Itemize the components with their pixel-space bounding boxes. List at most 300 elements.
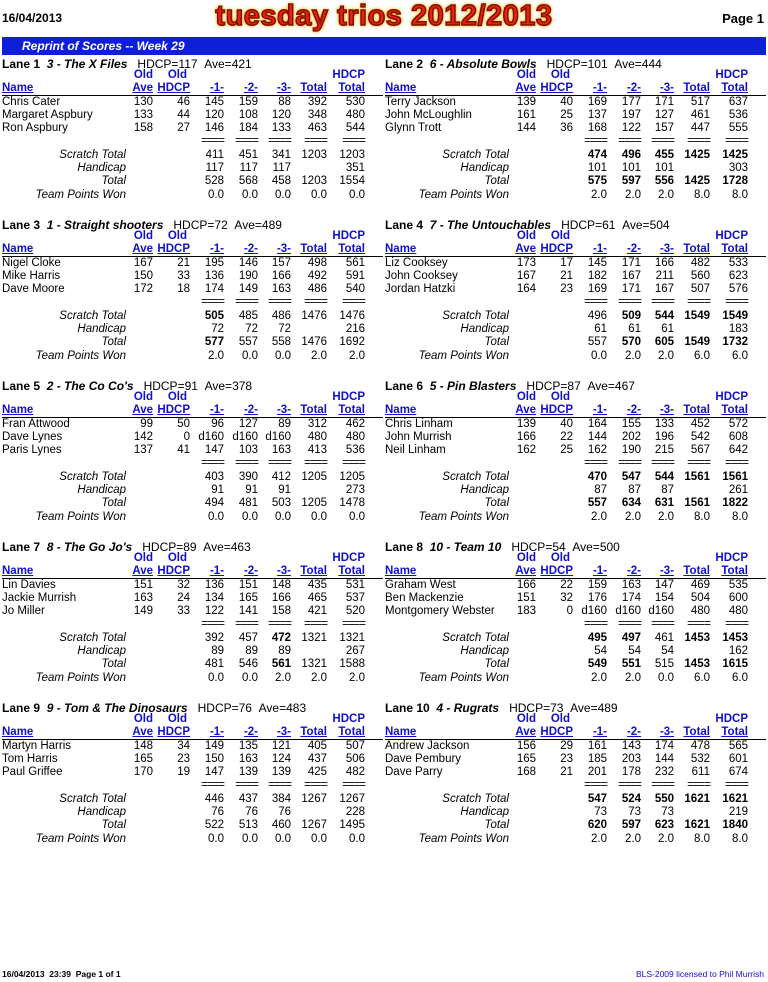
player-total: 507 (690, 283, 710, 296)
summary-htotal: 351 (345, 162, 365, 175)
hdcp-label: HDCP (715, 230, 748, 242)
player-average: 137 (133, 444, 153, 457)
player-row (2, 270, 383, 283)
separator-row (2, 779, 383, 792)
player-game3: 133 (271, 122, 291, 135)
player-average: 165 (133, 752, 153, 765)
separator-mark: ==== (342, 618, 365, 631)
team-average: Ave=467 (587, 379, 635, 393)
column-header (2, 726, 383, 739)
game2-column-header: -2- (243, 243, 258, 256)
player-name: Paul Griffee (2, 766, 63, 779)
player-total: 480 (307, 430, 327, 443)
separator-row (2, 618, 383, 631)
summary-g1: 0.0 (208, 188, 224, 201)
player-game1: 169 (587, 95, 607, 108)
player-average: 183 (516, 605, 536, 618)
summary-g3: 341 (271, 148, 291, 161)
ave-column-header: Ave (132, 565, 153, 578)
ave-column-header: Ave (132, 404, 153, 417)
player-game1: d160 (581, 605, 607, 618)
player-total: 461 (690, 108, 710, 121)
column-header (2, 243, 383, 256)
summary-g3: 486 (271, 309, 291, 322)
total-column-header: Total (683, 82, 710, 95)
summary-g3: 460 (271, 819, 291, 832)
player-average: 144 (516, 122, 536, 135)
team-hdcp: HDCP=72 (173, 218, 228, 232)
summary-g1: 0.0 (208, 832, 224, 845)
footer-license: BLS-2009 licensed to Phil Murrish (635, 969, 764, 979)
game1-column-header: -1- (209, 82, 224, 95)
handicap-row (385, 806, 766, 819)
player-handicap: 22 (560, 430, 573, 443)
player-game3: 166 (271, 269, 291, 282)
player-game1: 134 (204, 591, 224, 604)
name-column-header: Name (2, 243, 34, 256)
separator-row (385, 135, 766, 148)
separator-mark: ==== (342, 296, 365, 309)
player-name: Montgomery Webster (385, 605, 495, 618)
summary-label: Scratch Total (442, 631, 509, 644)
game2-column-header: -2- (243, 565, 258, 578)
summary-g2: 457 (238, 631, 258, 644)
player-game1: 96 (211, 417, 224, 430)
lane-block (2, 57, 383, 202)
summary-g1: 0.0 (591, 349, 607, 362)
summary-g1: 575 (587, 175, 607, 188)
summary-g3: 458 (271, 175, 291, 188)
summary-total: 1549 (684, 336, 710, 349)
summary-g3: 76 (278, 806, 291, 819)
hdcp-label: HDCP (715, 69, 748, 81)
summary-label: Total (101, 658, 126, 671)
player-name: Margaret Aspbury (2, 108, 93, 121)
separator-mark: ==== (268, 618, 291, 631)
player-hdcp-total: 530 (345, 95, 365, 108)
summary-g1: 2.0 (591, 188, 607, 201)
player-game1: 185 (587, 752, 607, 765)
player-row (385, 431, 766, 444)
separator-row (385, 779, 766, 792)
summary-g2: 101 (621, 162, 641, 175)
summary-g3: 61 (661, 323, 674, 336)
player-hdcp-total: 520 (345, 605, 365, 618)
player-total: 486 (307, 283, 327, 296)
player-name: Chris Linham (385, 417, 453, 430)
report-title: tuesday trios 2012/2013 (215, 0, 553, 32)
player-row (2, 418, 383, 431)
lane-block (2, 540, 383, 685)
hdcp-column-header: HDCP (540, 82, 573, 95)
summary-htotal: 1203 (339, 148, 365, 161)
player-total: 517 (690, 95, 710, 108)
summary-g2: 91 (245, 484, 258, 497)
ave-column-header: Ave (515, 565, 536, 578)
summary-g1: 2.0 (208, 349, 224, 362)
summary-htotal: 1321 (339, 631, 365, 644)
hdcp-column-header: HDCP (157, 565, 190, 578)
player-game3: 158 (271, 605, 291, 618)
team-points-row (385, 350, 766, 363)
team-hdcp: HDCP=91 (143, 379, 198, 393)
handicap-row (385, 484, 766, 497)
old-label: Old (550, 230, 570, 242)
handicap-row (2, 323, 383, 336)
scratch-total-row (2, 310, 383, 323)
player-total: 392 (307, 95, 327, 108)
player-name: Dave Moore (2, 283, 65, 296)
summary-htotal: 1822 (722, 497, 748, 510)
summary-htotal: 1478 (339, 497, 365, 510)
player-game2: 202 (621, 430, 641, 443)
summary-g3: 87 (661, 484, 674, 497)
summary-total: 1425 (684, 175, 710, 188)
lane-number: Lane 2 (385, 57, 424, 71)
separator-mark: ==== (618, 779, 641, 792)
player-name: Tom Harris (2, 752, 58, 765)
summary-g1: 505 (204, 309, 224, 322)
summary-label: Scratch Total (59, 309, 126, 322)
player-row (2, 283, 383, 296)
separator-mark: ==== (268, 779, 291, 792)
name-column-header: Name (385, 82, 417, 95)
ave-column-header: Ave (515, 82, 536, 95)
player-average: 133 (133, 108, 153, 121)
separator-row (385, 296, 766, 309)
summary-label: Handicap (77, 162, 126, 175)
separator-mark: ==== (342, 135, 365, 148)
summary-label: Team Points Won (35, 671, 126, 684)
player-handicap: 46 (177, 95, 190, 108)
player-average: 158 (133, 122, 153, 135)
team-points-row (2, 672, 383, 685)
player-game3: 157 (654, 122, 674, 135)
player-average: 139 (516, 417, 536, 430)
total-column-header: Total (300, 404, 327, 417)
separator-mark: ==== (584, 457, 607, 470)
player-name: John Cooksey (385, 269, 458, 282)
hdcp-total-column-header: Total (721, 726, 748, 739)
player-name: Dave Pembury (385, 752, 462, 765)
summary-label: Total (484, 175, 509, 188)
team-total-row (385, 175, 766, 188)
team-average: Ave=444 (614, 57, 662, 71)
player-total: 452 (690, 417, 710, 430)
team-total-row (385, 819, 766, 832)
summary-g2: 497 (621, 631, 641, 644)
hdcp-column-header: HDCP (540, 404, 573, 417)
summary-htotal: 1728 (722, 175, 748, 188)
player-game2: 165 (238, 591, 258, 604)
summary-htotal: 1561 (722, 470, 748, 483)
old-label: Old (167, 713, 187, 725)
summary-g3: 0.0 (275, 832, 291, 845)
player-game2: 151 (238, 578, 258, 591)
scratch-total-row (385, 793, 766, 806)
hdcp-total-column-header: Total (721, 404, 748, 417)
summary-g1: 101 (587, 162, 607, 175)
summary-total: 0.0 (311, 510, 327, 523)
player-hdcp-total: 507 (345, 739, 365, 752)
summary-total: 1321 (301, 658, 327, 671)
summary-g2: 54 (628, 645, 641, 658)
player-name: Terry Jackson (385, 95, 456, 108)
game1-column-header: -1- (592, 565, 607, 578)
separator-mark: ==== (651, 457, 674, 470)
player-name: Neil Linham (385, 444, 446, 457)
hdcp-label: HDCP (332, 552, 365, 564)
summary-g3: 515 (654, 658, 674, 671)
player-hdcp-total: 535 (728, 578, 748, 591)
summary-g3: 2.0 (658, 349, 674, 362)
summary-g3: 550 (654, 792, 674, 805)
player-total: 504 (690, 591, 710, 604)
player-average: 161 (516, 108, 536, 121)
player-game1: 147 (204, 766, 224, 779)
scratch-total-row (2, 149, 383, 162)
separator-mark: ==== (725, 296, 748, 309)
team-points-row (385, 833, 766, 846)
player-game3: 171 (654, 95, 674, 108)
separator-mark: ==== (618, 457, 641, 470)
team-total-row (2, 497, 383, 510)
old-label: Old (550, 391, 570, 403)
player-average: 150 (133, 269, 153, 282)
lane-number: Lane 8 (385, 540, 424, 554)
player-handicap: 23 (560, 752, 573, 765)
summary-g2: 390 (238, 470, 258, 483)
team-name: 10 - Team 10 (429, 540, 502, 554)
handicap-row (385, 323, 766, 336)
team-total-row (2, 336, 383, 349)
game2-column-header: -2- (626, 565, 641, 578)
summary-g1: 411 (205, 148, 224, 161)
summary-htotal: 1453 (722, 631, 748, 644)
summary-g1: 392 (204, 631, 224, 644)
name-column-header: Name (385, 404, 417, 417)
summary-label: Team Points Won (35, 349, 126, 362)
player-average: 148 (133, 739, 153, 752)
hdcp-column-header: HDCP (540, 243, 573, 256)
player-average: 172 (133, 283, 153, 296)
player-average: 166 (516, 430, 536, 443)
summary-htotal: 1840 (722, 819, 748, 832)
player-name: Graham West (385, 578, 456, 591)
player-game2: 163 (621, 578, 641, 591)
player-row (2, 122, 383, 135)
player-name: Ron Aspbury (2, 122, 68, 135)
player-handicap: 25 (560, 444, 573, 457)
summary-g3: 2.0 (658, 188, 674, 201)
old-label: Old (516, 713, 536, 725)
player-handicap: 0 (566, 605, 573, 618)
old-label: Old (516, 230, 536, 242)
total-column-header: Total (300, 726, 327, 739)
summary-g2: 89 (245, 645, 258, 658)
summary-label: Team Points Won (418, 510, 509, 523)
summary-g2: 2.0 (625, 349, 641, 362)
summary-htotal: 1205 (339, 470, 365, 483)
summary-g2: 72 (245, 323, 258, 336)
summary-g1: 496 (587, 309, 607, 322)
summary-label: Total (484, 819, 509, 832)
footer-timestamp: 16/04/2013 23:39 Page 1 of 1 (2, 969, 121, 979)
team-hdcp: HDCP=87 (526, 379, 581, 393)
summary-htotal: 219 (728, 806, 748, 819)
player-average: 165 (516, 752, 536, 765)
separator-mark: ==== (687, 457, 710, 470)
player-row (2, 444, 383, 457)
player-game3: d160 (648, 605, 674, 618)
player-handicap: 32 (177, 578, 190, 591)
summary-total: 1203 (301, 148, 327, 161)
separator-mark: ==== (725, 457, 748, 470)
total-column-header: Total (683, 404, 710, 417)
summary-htotal: 273 (345, 484, 365, 497)
player-game3: 232 (654, 766, 674, 779)
summary-g3: 0.0 (275, 349, 291, 362)
summary-g3: 89 (278, 645, 291, 658)
summary-label: Handicap (460, 645, 509, 658)
separator-mark: ==== (342, 779, 365, 792)
report-banner: Reprint of Scores -- Week 29 (2, 37, 766, 55)
summary-label: Team Points Won (35, 510, 126, 523)
hdcp-total-column-header: Total (338, 404, 365, 417)
player-row (385, 579, 766, 592)
name-column-header: Name (385, 565, 417, 578)
summary-g3: 54 (661, 645, 674, 658)
summary-g3: 2.0 (275, 671, 291, 684)
separator-mark: ==== (584, 779, 607, 792)
summary-g1: 474 (587, 148, 607, 161)
team-name: 9 - Tom & The Dinosaurs (46, 701, 188, 715)
player-game1: 162 (587, 444, 607, 457)
player-total: 498 (307, 256, 327, 269)
summary-total: 1561 (684, 497, 710, 510)
player-hdcp-total: 506 (345, 752, 365, 765)
summary-g3: 455 (654, 148, 674, 161)
summary-g3: 101 (654, 162, 674, 175)
summary-total: 1476 (301, 336, 327, 349)
player-average: 151 (133, 578, 153, 591)
summary-g1: 557 (587, 336, 607, 349)
game2-column-header: -2- (243, 726, 258, 739)
player-name: John McLoughlin (385, 108, 472, 121)
summary-g2: 87 (628, 484, 641, 497)
game1-column-header: -1- (592, 404, 607, 417)
separator-mark: ==== (235, 457, 258, 470)
player-game3: 88 (278, 95, 291, 108)
team-name: 1 - Straight shooters (46, 218, 164, 232)
name-column-header: Name (2, 726, 34, 739)
player-game1: 120 (204, 108, 224, 121)
separator-mark: ==== (651, 779, 674, 792)
summary-htotal: 1495 (339, 819, 365, 832)
team-points-row (2, 511, 383, 524)
separator-mark: ==== (268, 296, 291, 309)
summary-total: 1549 (684, 309, 710, 322)
player-game1: 176 (587, 591, 607, 604)
player-game3: d160 (265, 430, 291, 443)
player-game1: 159 (587, 578, 607, 591)
player-total: 478 (690, 739, 710, 752)
team-name: 4 - Rugrats (436, 701, 500, 715)
player-row (385, 592, 766, 605)
hdcp-total-column-header: Total (338, 565, 365, 578)
player-hdcp-total: 623 (728, 269, 748, 282)
game3-column-header: -3- (659, 243, 674, 256)
player-game1: 122 (204, 605, 224, 618)
summary-g1: 117 (205, 162, 224, 175)
lane-block (2, 218, 383, 363)
separator-mark: ==== (687, 618, 710, 631)
handicap-row (2, 162, 383, 175)
player-row (385, 444, 766, 457)
summary-g1: 54 (594, 645, 607, 658)
player-handicap: 19 (177, 766, 190, 779)
column-header (385, 82, 766, 95)
handicap-row (2, 484, 383, 497)
player-name: Lin Davies (2, 578, 56, 591)
old-label: Old (133, 230, 153, 242)
team-hdcp: HDCP=101 (546, 57, 608, 71)
player-handicap: 34 (177, 739, 190, 752)
summary-total: 8.0 (694, 188, 710, 201)
team-points-row (385, 672, 766, 685)
player-game1: 137 (587, 108, 607, 121)
summary-total: 1453 (684, 631, 710, 644)
player-name: Dave Parry (385, 766, 443, 779)
summary-total: 1321 (301, 631, 327, 644)
lane-number: Lane 7 (2, 540, 41, 554)
summary-g2: 2.0 (625, 832, 641, 845)
summary-g2: 557 (238, 336, 258, 349)
player-game3: 167 (654, 283, 674, 296)
summary-g2: 76 (245, 806, 258, 819)
team-name: 6 - Absolute Bowls (429, 57, 537, 71)
separator-mark: ==== (268, 457, 291, 470)
team-average: Ave=489 (234, 218, 282, 232)
column-header-top (2, 230, 383, 243)
summary-g2: 481 (238, 497, 258, 510)
summary-g1: 446 (204, 792, 224, 805)
player-total: 425 (307, 766, 327, 779)
player-game2: 197 (621, 108, 641, 121)
summary-label: Handicap (77, 806, 126, 819)
separator-mark: ==== (201, 457, 224, 470)
summary-label: Scratch Total (59, 148, 126, 161)
team-hdcp: HDCP=73 (509, 701, 564, 715)
column-header-top (385, 552, 766, 565)
summary-total: 6.0 (694, 349, 710, 362)
player-total: 447 (690, 122, 710, 135)
player-name: Liz Cooksey (385, 256, 448, 269)
hdcp-column-header: HDCP (540, 726, 573, 739)
summary-g1: 2.0 (591, 510, 607, 523)
summary-total: 1205 (301, 497, 327, 510)
total-column-header: Total (300, 565, 327, 578)
player-handicap: 18 (177, 283, 190, 296)
summary-g2: 568 (238, 175, 258, 188)
summary-g1: 0.0 (208, 671, 224, 684)
hdcp-total-column-header: Total (338, 243, 365, 256)
summary-g3: 544 (654, 470, 674, 483)
game2-column-header: -2- (626, 243, 641, 256)
summary-g2: 0.0 (242, 188, 258, 201)
name-column-header: Name (2, 82, 34, 95)
player-game2: 143 (621, 739, 641, 752)
